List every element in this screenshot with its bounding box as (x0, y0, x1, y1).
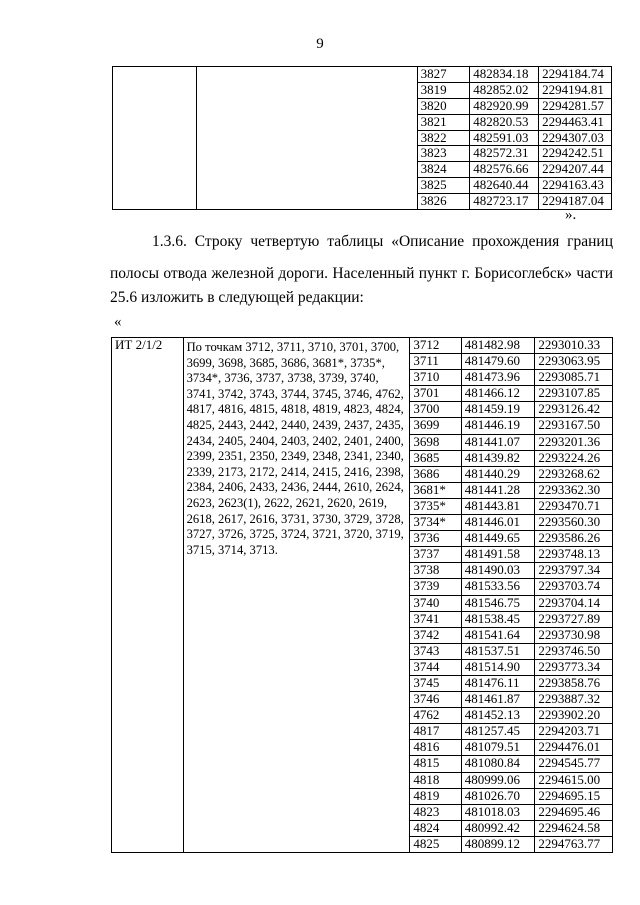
x-coordinate-cell: 481473.96 (461, 370, 535, 386)
point-cell: 3819 (417, 82, 470, 98)
x-coordinate-cell: 481490.03 (461, 563, 535, 579)
y-coordinate-cell: 2294763.77 (535, 836, 613, 852)
x-coordinate-cell: 481482.98 (461, 338, 535, 354)
y-coordinate-cell: 2293586.26 (535, 531, 613, 547)
y-coordinate-cell: 2294695.15 (535, 788, 613, 804)
x-coordinate-cell: 481538.45 (461, 611, 535, 627)
point-cell: 3746 (410, 692, 461, 708)
y-coordinate-cell: 2293858.76 (535, 675, 613, 691)
y-coordinate-cell: 2294545.77 (535, 756, 613, 772)
paragraph-line-1: 1.3.6. Строку четвертую таблицы «Описание прохождения границ (152, 233, 613, 250)
y-coordinate-cell: 2293224.26 (535, 450, 613, 466)
empty-cell (113, 67, 197, 210)
y-coordinate-cell: 2293268.62 (535, 466, 613, 482)
point-cell: 3712 (410, 338, 461, 354)
x-coordinate-cell: 481461.87 (461, 692, 535, 708)
point-cell: 4824 (410, 820, 461, 836)
x-coordinate-cell: 481452.13 (461, 708, 535, 724)
y-coordinate-cell: 2293727.89 (535, 611, 613, 627)
point-cell: 3741 (410, 611, 461, 627)
point-cell: 3826 (417, 194, 470, 210)
point-cell: 3681* (410, 482, 461, 498)
point-cell: 3711 (410, 354, 461, 370)
y-coordinate-cell: 2294184.74 (539, 67, 612, 83)
y-coordinate-cell: 2293063.95 (535, 354, 613, 370)
point-cell: 4816 (410, 740, 461, 756)
y-coordinate-cell: 2294695.46 (535, 804, 613, 820)
point-cell: 3744 (410, 659, 461, 675)
y-coordinate-cell: 2294194.81 (539, 82, 612, 98)
point-cell: 4817 (410, 724, 461, 740)
y-coordinate-cell: 2294163.43 (539, 178, 612, 194)
point-cell: 4818 (410, 772, 461, 788)
x-coordinate-cell: 481026.70 (461, 788, 535, 804)
x-coordinate-cell: 481466.12 (461, 386, 535, 402)
y-coordinate-cell: 2294463.41 (539, 114, 612, 130)
y-coordinate-cell: 2294203.71 (535, 724, 613, 740)
y-coordinate-cell: 2294242.51 (539, 146, 612, 162)
y-coordinate-cell: 2293560.30 (535, 515, 613, 531)
y-coordinate-cell: 2294187.04 (539, 194, 612, 210)
x-coordinate-cell: 482920.99 (470, 98, 539, 114)
x-coordinate-cell: 481541.64 (461, 627, 535, 643)
x-coordinate-cell: 481514.90 (461, 659, 535, 675)
y-coordinate-cell: 2293902.20 (535, 708, 613, 724)
x-coordinate-cell: 481080.84 (461, 756, 535, 772)
point-cell: 4815 (410, 756, 461, 772)
point-cell: 3736 (410, 531, 461, 547)
y-coordinate-cell: 2293703.74 (535, 579, 613, 595)
paragraph-line-3: 25.6 изложить в следующей редакции: (110, 289, 364, 306)
point-cell: 4823 (410, 804, 461, 820)
y-coordinate-cell: 2293730.98 (535, 627, 613, 643)
x-coordinate-cell: 481476.11 (461, 675, 535, 691)
y-coordinate-cell: 2294207.44 (539, 162, 612, 178)
point-cell: 3821 (417, 114, 470, 130)
y-coordinate-cell: 2293201.36 (535, 434, 613, 450)
x-coordinate-cell: 481079.51 (461, 740, 535, 756)
x-coordinate-cell: 481446.01 (461, 515, 535, 531)
y-coordinate-cell: 2294615.00 (535, 772, 613, 788)
y-coordinate-cell: 2293010.33 (535, 338, 613, 354)
point-cell: 3820 (417, 98, 470, 114)
point-cell: 3738 (410, 563, 461, 579)
x-coordinate-cell: 481446.19 (461, 418, 535, 434)
section-id-cell: ИТ 2/1/2 (112, 338, 184, 853)
point-cell: 3825 (417, 178, 470, 194)
x-coordinate-cell: 482640.44 (470, 178, 539, 194)
point-cell: 4825 (410, 836, 461, 852)
point-cell: 3735* (410, 498, 461, 514)
x-coordinate-cell: 481018.03 (461, 804, 535, 820)
point-cell: 3737 (410, 547, 461, 563)
y-coordinate-cell: 2293085.71 (535, 370, 613, 386)
point-cell: 3685 (410, 450, 461, 466)
y-coordinate-cell: 2293746.50 (535, 643, 613, 659)
point-cell: 3740 (410, 595, 461, 611)
x-coordinate-cell: 481441.07 (461, 434, 535, 450)
x-coordinate-cell: 481491.58 (461, 547, 535, 563)
point-cell: 3734* (410, 515, 461, 531)
y-coordinate-cell: 2294476.01 (535, 740, 613, 756)
point-cell: 3739 (410, 579, 461, 595)
x-coordinate-cell: 481439.82 (461, 450, 535, 466)
x-coordinate-cell: 481257.45 (461, 724, 535, 740)
y-coordinate-cell: 2293773.34 (535, 659, 613, 675)
x-coordinate-cell: 482723.17 (470, 194, 539, 210)
x-coordinate-cell: 481440.29 (461, 466, 535, 482)
point-cell: 3686 (410, 466, 461, 482)
point-cell: 3824 (417, 162, 470, 178)
y-coordinate-cell: 2293748.13 (535, 547, 613, 563)
x-coordinate-cell: 481479.60 (461, 354, 535, 370)
description-cell: По точкам 3712, 3711, 3710, 3701, 3700, 3699, 3698, 3685, 3686, 3681*, 3735*, 3734*, 3736, 3737, 3738, 3739, 3740, 3741, 3742, 3743, 3744, 3745, 3746, 4762, 4817, 4816, 4815, 4818, 4819, 4823, 4824, 4825, 2443, 2442, 2440, 2439, 2437, 2435, 2434, 2405, 2404, 2403, 2402, 2401, 2400, 2399, 2351, 2350, 2349, 2348, 2341, 2340, 2339, 2173, 2172, 2414, 2415, 2416, 2398, 2384, 2406, 2433, 2436, 2444, 2610, 2624, 2623, 2623(1), 2622, 2621, 2620, 2619, 2618, 2617, 2616, 3731, 3730, 3729, 3728, 3727, 3726, 3725, 3724, 3721, 3720, 3719, 3715, 3714, 3713. (183, 338, 410, 853)
point-cell: 3742 (410, 627, 461, 643)
x-coordinate-cell: 481449.65 (461, 531, 535, 547)
page-number: 9 (316, 36, 324, 52)
x-coordinate-cell: 480999.06 (461, 772, 535, 788)
y-coordinate-cell: 2293470.71 (535, 498, 613, 514)
x-coordinate-cell: 482576.66 (470, 162, 539, 178)
x-coordinate-cell: 480992.42 (461, 820, 535, 836)
opening-quote: « (114, 314, 122, 330)
table-row (112, 338, 613, 354)
empty-cell (196, 67, 417, 210)
point-cell: 3745 (410, 675, 461, 691)
point-cell: 3743 (410, 643, 461, 659)
point-cell: 3710 (410, 370, 461, 386)
y-coordinate-cell: 2293167.50 (535, 418, 613, 434)
x-coordinate-cell: 480899.12 (461, 836, 535, 852)
continuation-table (112, 66, 612, 210)
y-coordinate-cell: 2294624.58 (535, 820, 613, 836)
y-coordinate-cell: 2293704.14 (535, 595, 613, 611)
y-coordinate-cell: 2293797.34 (535, 563, 613, 579)
x-coordinate-cell: 482820.53 (470, 114, 539, 130)
x-coordinate-cell: 481459.19 (461, 402, 535, 418)
point-cell: 3700 (410, 402, 461, 418)
y-coordinate-cell: 2294281.57 (539, 98, 612, 114)
x-coordinate-cell: 481441.28 (461, 482, 535, 498)
paragraph-line-2: полосы отвода железной дороги. Населенный пункт г. Борисоглебск» части (110, 265, 613, 282)
boundary-table (111, 337, 613, 853)
y-coordinate-cell: 2293887.32 (535, 692, 613, 708)
x-coordinate-cell: 481546.75 (461, 595, 535, 611)
x-coordinate-cell: 481533.56 (461, 579, 535, 595)
closing-quote: ». (565, 207, 577, 223)
point-cell: 3701 (410, 386, 461, 402)
x-coordinate-cell: 482591.03 (470, 130, 539, 146)
point-cell: 4819 (410, 788, 461, 804)
x-coordinate-cell: 481537.51 (461, 643, 535, 659)
y-coordinate-cell: 2293126.42 (535, 402, 613, 418)
y-coordinate-cell: 2294307.03 (539, 130, 612, 146)
table-row (113, 67, 612, 83)
x-coordinate-cell: 482572.31 (470, 146, 539, 162)
point-cell: 4762 (410, 708, 461, 724)
point-cell: 3822 (417, 130, 470, 146)
y-coordinate-cell: 2293362.30 (535, 482, 613, 498)
point-cell: 3698 (410, 434, 461, 450)
point-cell: 3823 (417, 146, 470, 162)
x-coordinate-cell: 482852.02 (470, 82, 539, 98)
x-coordinate-cell: 482834.18 (470, 67, 539, 83)
point-cell: 3699 (410, 418, 461, 434)
x-coordinate-cell: 481443.81 (461, 498, 535, 514)
y-coordinate-cell: 2293107.85 (535, 386, 613, 402)
point-cell: 3827 (417, 67, 470, 83)
